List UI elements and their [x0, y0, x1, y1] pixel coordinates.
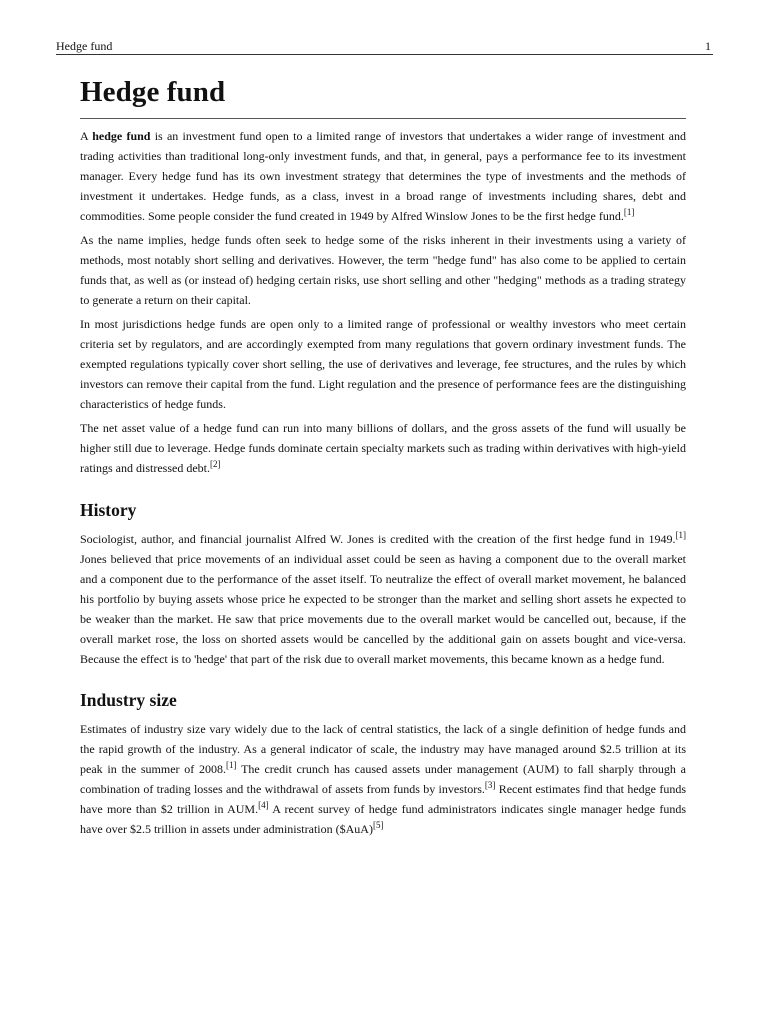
- running-header: [56, 38, 713, 55]
- intro-p1-lead: A: [80, 129, 93, 143]
- citation-link[interactable]: [1]: [623, 207, 635, 217]
- intro-paragraph-2: As the name implies, hedge funds often seek to hedge some of the risks inherent in their investments using a variety of methods, most notably short selling and derivatives. However, the term "hedge fund" has also come to be applied to certain funds that, as well as (or instead of) hedging certain risks, use short selling and other "hedging" methods as a trading strategy to generate a return on their capital.: [80, 233, 686, 307]
- industry-size-paragraph: [80, 719, 686, 839]
- term-hedge-fund: hedge fund: [92, 129, 151, 143]
- article-body: [80, 72, 686, 839]
- history-text-part: Jones believed that price movements of an individual asset could be seen as having a component due to the overall market and a component due to the performance of the asset itself. To neutralize the effect of overall market movement, he balanced his portfolio by buying assets whose price he expected to be stronger than the market and selling short assets he expected to be weaker than the market. He saw that price movements due to the overall market would be cancelled out, because, if the overall market rose, the loss on shorted assets would be cancelled by the additional gain on assets bought and vice-versa. Because the effect is to 'hedge' that part of the risk due to overall market movements, this became known as a hedge fund.: [80, 552, 686, 666]
- section-heading-industry-size: Industry size: [80, 690, 177, 710]
- intro-paragraph-3: In most jurisdictions hedge funds are open only to a limited range of professional or wealthy investors who meet certain criteria set by regulators, and are accordingly exempted from many regulations that govern ordinary investment funds. The exempted regulations typically cover short selling, the use of derivatives and leverage, fee structures, and the rules by which investors can remove their capital from the fund. Light regulation and the presence of performance fees are the distinguishing characteristics of hedge funds.: [80, 317, 686, 411]
- industry-text-part: A recent survey of hedge fund administrators indicates single manager hedge funds have over $2.5 trillion in assets under administration ($AuA): [80, 802, 686, 836]
- history-text-part: Sociologist, author, and financial journalist Alfred W. Jones is credited with the creation of the first hedge fund in 1949.: [80, 532, 676, 546]
- citation-link[interactable]: [1]: [675, 530, 686, 540]
- industry-text-part: Estimates of industry size vary widely due to the lack of central statistics, the lack of a single definition of hedge funds and the rapid growth of the industry. As a general indicator of scale, the industry may have managed around $2.5 trillion at its peak in the summer of 2008.: [80, 722, 686, 776]
- citation-link[interactable]: [4]: [258, 800, 269, 810]
- citation-link[interactable]: [5]: [372, 820, 384, 830]
- history-paragraph: [80, 529, 686, 669]
- intro-p1-body: is an investment fund open to a limited range of investors that undertakes a wider range of investment and trading activities than traditional long-only investment funds, and that, in general, pays a performance fee to its investment manager. Every hedge fund has its own investment strategy that determines the type of investments and the methods of investment it undertakes. Hedge funds, as a class, invest in a broad range of investments including shares, debt and commodities. Some people consider the fund created in 1949 by Alfred Winslow Jones to be the first hedge fund.: [80, 129, 686, 223]
- page-number: 1: [705, 39, 711, 53]
- citation-link[interactable]: [1]: [226, 760, 237, 770]
- page-title: Hedge fund: [80, 72, 686, 119]
- intro-paragraph-1: [80, 126, 686, 226]
- industry-text-part: Recent estimates find that hedge funds have more than $2 trillion in AUM.: [80, 782, 686, 816]
- citation-link[interactable]: [2]: [209, 459, 221, 469]
- citation-link[interactable]: [3]: [484, 780, 496, 790]
- industry-text-part: The credit crunch has caused assets under management (AUM) to fall sharply through a combination of trading losses and the withdrawal of assets from funds by investors.: [80, 762, 686, 796]
- running-title: Hedge fund: [56, 39, 113, 53]
- intro-paragraph-4: [80, 418, 686, 478]
- section-heading-history: History: [80, 500, 137, 520]
- intro-p4-body: The net asset value of a hedge fund can run into many billions of dollars, and the gross assets of the fund will usually be higher still due to leverage. Hedge funds dominate certain specialty markets such as trading within derivatives with high-yield ratings and distressed debt.: [80, 421, 686, 475]
